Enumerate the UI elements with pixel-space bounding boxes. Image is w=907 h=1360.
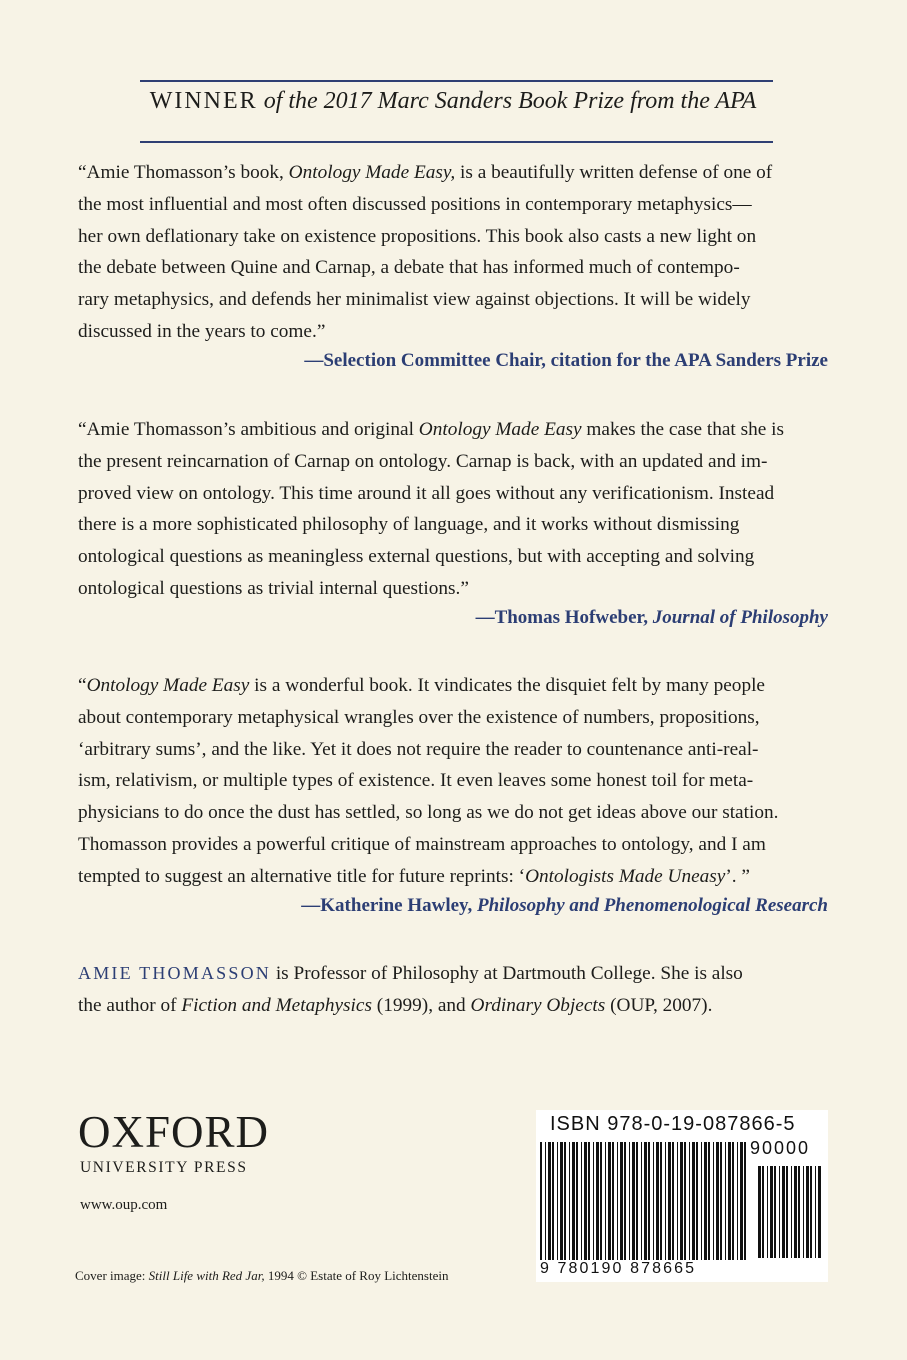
- quote-line: ism, relativism, or multiple types of existence. It even leaves some honest toil for meta-: [78, 770, 754, 792]
- barcode-bar: [557, 1142, 558, 1260]
- barcode-bar: [540, 1142, 542, 1260]
- barcode-bar: [728, 1142, 731, 1260]
- barcode-bar: [782, 1166, 785, 1258]
- barcode-bar: [810, 1166, 812, 1258]
- quote-line: Thomasson provides a powerful critique of mainstream approaches to ontology, and I am: [78, 833, 766, 855]
- barcode-bar: [713, 1142, 714, 1260]
- barcode-bar: [762, 1166, 764, 1258]
- barcode-bar: [786, 1166, 788, 1258]
- quote-2-attribution: —Thomas Hofweber, Journal of Philosophy: [475, 607, 828, 628]
- barcode-bar: [767, 1166, 768, 1258]
- barcode-bar: [569, 1142, 570, 1260]
- author-name: AMIE THOMASSON: [78, 963, 271, 983]
- quote-3-attribution: —Katherine Hawley, Philosophy and Phenomenological Research: [301, 895, 828, 916]
- price-code: 90000: [750, 1138, 811, 1158]
- barcode-bar: [774, 1166, 776, 1258]
- barcode-bar: [779, 1166, 780, 1258]
- quote-line: ontological questions as meaningless external questions, but with accepting and solving: [78, 546, 755, 568]
- bio-line: the author of Fiction and Metaphysics (1999), and Ordinary Objects (OUP, 2007).: [78, 994, 713, 1016]
- barcode-bar: [798, 1166, 800, 1258]
- barcode-bar: [677, 1142, 678, 1260]
- quote-line: there is a more sophisticated philosophy of language, and it works without dismissing: [78, 514, 740, 536]
- quote-1-attribution: —Selection Committee Chair, citation for the APA Sanders Prize: [304, 350, 828, 371]
- barcode-bar: [758, 1166, 761, 1258]
- quote-line: rary metaphysics, and defends her minimalist view against objections. It will be widely: [78, 289, 751, 311]
- barcode-bar: [725, 1142, 726, 1260]
- barcode-bar: [648, 1142, 650, 1260]
- quote-line: about contemporary metaphysical wrangles over the existence of numbers, propositions,: [78, 706, 760, 728]
- ean-digits: 9 780190 878665: [540, 1260, 697, 1277]
- barcode-bar: [794, 1166, 797, 1258]
- barcode-bar: [684, 1142, 686, 1260]
- quote-line: the debate between Quine and Carnap, a debate that has informed much of contempo-: [78, 257, 740, 279]
- barcode-bar: [818, 1166, 821, 1258]
- barcode-bar: [576, 1142, 578, 1260]
- barcode-bar: [564, 1142, 566, 1260]
- top-rule: [140, 80, 773, 82]
- barcode-bar: [740, 1142, 743, 1260]
- barcode-bar: [612, 1142, 614, 1260]
- quote-line: the present reincarnation of Carnap on ontology. Carnap is back, with an updated and im-: [78, 450, 768, 472]
- barcode-bar: [624, 1142, 626, 1260]
- barcode-bar: [732, 1142, 734, 1260]
- barcode-bar: [588, 1142, 590, 1260]
- barcode-bar: [545, 1142, 546, 1260]
- barcode-bar: [584, 1142, 587, 1260]
- quote-2: [78, 414, 830, 605]
- prize-description: of the 2017 Marc Sanders Book Prize from the APA: [263, 88, 757, 114]
- publisher-name: OXFORD: [78, 1107, 270, 1157]
- barcode-bar: [572, 1142, 575, 1260]
- quote-line: her own deflationary take on existence propositions. This book also casts a new light on: [78, 225, 757, 247]
- barcode-bar: [617, 1142, 618, 1260]
- barcode-bar: [815, 1166, 816, 1258]
- barcode-bar: [806, 1166, 809, 1258]
- quote-line: ‘arbitrary sums’, and the like. Yet it does not require the reader to countenance anti-real-: [78, 738, 759, 760]
- barcode-bar: [660, 1142, 662, 1260]
- barcode-bar: [636, 1142, 638, 1260]
- cover-credit: Cover image: Still Life with Red Jar, 1994 © Estate of Roy Lichtenstein: [75, 1268, 449, 1283]
- quote-line: ontological questions as trivial internal questions.”: [78, 577, 469, 599]
- barcode-bars: [540, 1142, 750, 1260]
- quote-line: physicians to do once the dust has settled, so long as we do not get ideas above our station.: [78, 802, 779, 824]
- quote-line: the most influential and most often discussed positions in contemporary metaphysics—: [78, 193, 752, 215]
- barcode-bar: [701, 1142, 702, 1260]
- barcode-bar: [689, 1142, 690, 1260]
- prize-winner-label: WINNER: [149, 88, 258, 114]
- isbn-number: ISBN 978-0-19-087866-5: [550, 1113, 796, 1135]
- barcode-bar: [696, 1142, 698, 1260]
- barcode-bar: [791, 1166, 792, 1258]
- quote-line: “Amie Thomasson’s book, Ontology Made Easy, is a beautifully written defense of one of: [78, 162, 773, 183]
- barcode-bar: [552, 1142, 554, 1260]
- barcode-bar: [632, 1142, 635, 1260]
- bottom-rule: [140, 141, 773, 143]
- publisher-logo: [78, 1107, 270, 1177]
- bio-line: AMIE THOMASSON is Professor of Philosophy at Dartmouth College. She is also: [78, 963, 743, 984]
- quote-line: “Ontology Made Easy is a wonderful book. It vindicates the disquiet felt by many people: [78, 675, 765, 696]
- author-bio: [78, 958, 838, 1022]
- quote-1: [78, 157, 830, 348]
- barcode-bar: [596, 1142, 599, 1260]
- barcode-bar: [720, 1142, 722, 1260]
- quote-line: tempted to suggest an alternative title for future reprints: ‘Ontologists Made Uneasy’. ”: [78, 865, 750, 887]
- barcode-bar: [668, 1142, 671, 1260]
- barcode-bar: [672, 1142, 674, 1260]
- barcode-bar: [605, 1142, 606, 1260]
- barcode-bar: [548, 1142, 551, 1260]
- prize-banner: [78, 88, 828, 115]
- barcode-bar: [737, 1142, 738, 1260]
- price-barcode-bars: [758, 1166, 822, 1258]
- barcode-bar: [620, 1142, 623, 1260]
- barcode-bar: [708, 1142, 710, 1260]
- barcode-bar: [593, 1142, 594, 1260]
- barcode-bar: [692, 1142, 695, 1260]
- barcode-bar: [744, 1142, 746, 1260]
- barcode-bar: [704, 1142, 707, 1260]
- quote-line: “Amie Thomasson’s ambitious and original Ontology Made Easy makes the case that she is: [78, 419, 784, 440]
- barcode-bar: [560, 1142, 563, 1260]
- barcode-bar: [600, 1142, 602, 1260]
- quote-3: [78, 670, 830, 893]
- quote-line: proved view on ontology. This time around it all goes without any verificationism. Instead: [78, 482, 775, 504]
- barcode-bar: [608, 1142, 611, 1260]
- barcode-bar: [641, 1142, 642, 1260]
- barcode-bar: [656, 1142, 659, 1260]
- barcode-bar: [716, 1142, 719, 1260]
- quote-line: discussed in the years to come.”: [78, 320, 326, 342]
- barcode-bar: [644, 1142, 647, 1260]
- publisher-subtitle: UNIVERSITY PRESS: [80, 1159, 248, 1176]
- barcode-bar: [581, 1142, 582, 1260]
- barcode-bar: [803, 1166, 804, 1258]
- barcode-bar: [680, 1142, 683, 1260]
- barcode-bar: [665, 1142, 666, 1260]
- barcode-bar: [629, 1142, 630, 1260]
- barcode-bar: [653, 1142, 654, 1260]
- barcode-bar: [770, 1166, 773, 1258]
- publisher-website: www.oup.com: [80, 1197, 168, 1213]
- barcode-block: [536, 1110, 828, 1282]
